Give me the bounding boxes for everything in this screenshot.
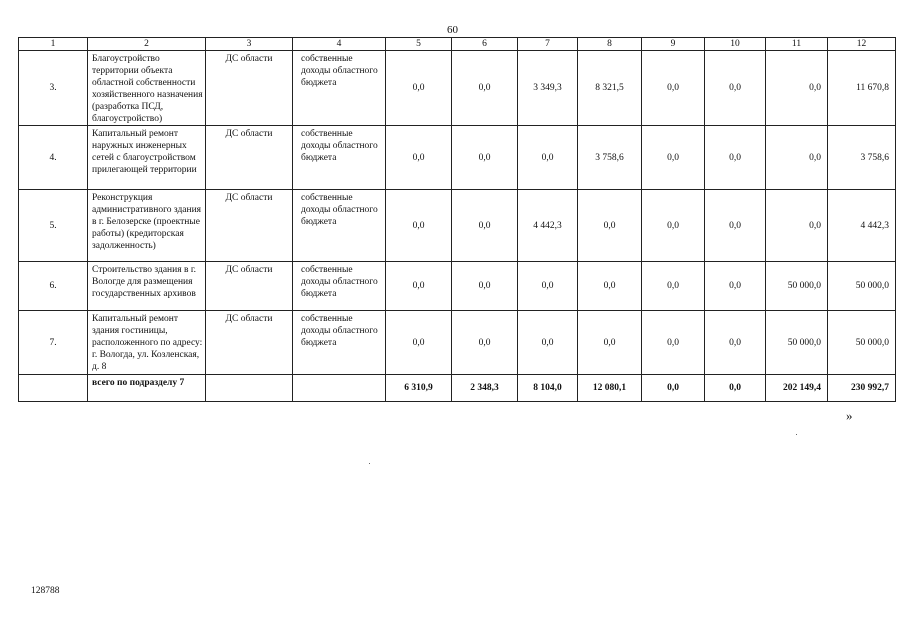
- row-executor: ДС области: [206, 190, 293, 262]
- value-col-9: 0,0: [642, 126, 705, 190]
- table-row: [19, 311, 896, 375]
- value-col-5: 0,0: [386, 51, 452, 126]
- value-col-7: 3 349,3: [518, 51, 578, 126]
- total-value-col-12: 230 992,7: [828, 375, 896, 402]
- value-col-8: 0,0: [578, 190, 642, 262]
- table-body: [19, 38, 896, 402]
- total-value-col-9: 0,0: [642, 375, 705, 402]
- value-col-12: 3 758,6: [828, 126, 896, 190]
- total-label: всего по подразделу 7: [88, 375, 206, 402]
- value-col-12: 11 670,8: [828, 51, 896, 126]
- value-col-6: 0,0: [452, 126, 518, 190]
- total-value-col-6: 2 348,3: [452, 375, 518, 402]
- value-col-5: 0,0: [386, 190, 452, 262]
- total-value-col-10: 0,0: [705, 375, 766, 402]
- scan-speck: [796, 434, 797, 435]
- header-cell-6: 6: [452, 38, 518, 51]
- total-value-col-5: 6 310,9: [386, 375, 452, 402]
- total-value-col-7: 8 104,0: [518, 375, 578, 402]
- row-executor: ДС области: [206, 262, 293, 311]
- total-empty-cell: [293, 375, 386, 402]
- header-cell-5: 5: [386, 38, 452, 51]
- value-col-6: 0,0: [452, 190, 518, 262]
- value-col-7: 0,0: [518, 311, 578, 375]
- total-empty-cell: [19, 375, 88, 402]
- row-name: Капитальный ремонт здания гостиницы, расположенного по адресу: г. Вологда, ул. Козленская, д. 8: [88, 311, 206, 375]
- row-name: Капитальный ремонт наружных инженерных сетей с благоустройством прилегающей территории: [88, 126, 206, 190]
- value-col-10: 0,0: [705, 51, 766, 126]
- row-name: Реконструкция административного здания в г. Белозерске (проектные работы) (кредиторская задолженность): [88, 190, 206, 262]
- value-col-6: 0,0: [452, 51, 518, 126]
- row-number: 6.: [19, 262, 88, 311]
- header-cell-9: 9: [642, 38, 705, 51]
- row-number: 7.: [19, 311, 88, 375]
- row-number: 4.: [19, 126, 88, 190]
- value-col-10: 0,0: [705, 190, 766, 262]
- scan-speck: [369, 463, 370, 464]
- row-name: Благоустройство территории объекта областной собственности хозяйственного назначения (разработка ПСД, благоустройство): [88, 51, 206, 126]
- value-col-12: 4 442,3: [828, 190, 896, 262]
- total-value-col-8: 12 080,1: [578, 375, 642, 402]
- value-col-5: 0,0: [386, 311, 452, 375]
- row-source: собственные доходы областного бюджета: [293, 51, 386, 126]
- value-col-12: 50 000,0: [828, 311, 896, 375]
- table-row: [19, 190, 896, 262]
- value-col-11: 0,0: [766, 126, 828, 190]
- value-col-12: 50 000,0: [828, 262, 896, 311]
- total-empty-cell: [206, 375, 293, 402]
- value-col-11: 50 000,0: [766, 311, 828, 375]
- table-row: [19, 126, 896, 190]
- value-col-9: 0,0: [642, 51, 705, 126]
- value-col-11: 50 000,0: [766, 262, 828, 311]
- row-name: Строительство здания в г. Вологде для размещения государственных архивов: [88, 262, 206, 311]
- value-col-6: 0,0: [452, 311, 518, 375]
- row-executor: ДС области: [206, 51, 293, 126]
- value-col-11: 0,0: [766, 190, 828, 262]
- row-executor: ДС области: [206, 311, 293, 375]
- value-col-8: 3 758,6: [578, 126, 642, 190]
- header-cell-11: 11: [766, 38, 828, 51]
- value-col-7: 0,0: [518, 126, 578, 190]
- header-cell-10: 10: [705, 38, 766, 51]
- value-col-7: 4 442,3: [518, 190, 578, 262]
- budget-table: [18, 37, 896, 402]
- header-row: [19, 38, 896, 51]
- value-col-8: 0,0: [578, 311, 642, 375]
- value-col-9: 0,0: [642, 190, 705, 262]
- row-source: собственные доходы областного бюджета: [293, 126, 386, 190]
- row-source: собственные доходы областного бюджета: [293, 190, 386, 262]
- closing-quote: »: [846, 408, 853, 423]
- header-cell-2: 2: [88, 38, 206, 51]
- value-col-10: 0,0: [705, 311, 766, 375]
- header-cell-12: 12: [828, 38, 896, 51]
- row-number: 5.: [19, 190, 88, 262]
- header-cell-7: 7: [518, 38, 578, 51]
- row-source: собственные доходы областного бюджета: [293, 311, 386, 375]
- value-col-6: 0,0: [452, 262, 518, 311]
- row-number: 3.: [19, 51, 88, 126]
- header-cell-8: 8: [578, 38, 642, 51]
- value-col-7: 0,0: [518, 262, 578, 311]
- row-executor: ДС области: [206, 126, 293, 190]
- table-row: [19, 262, 896, 311]
- value-col-5: 0,0: [386, 262, 452, 311]
- value-col-10: 0,0: [705, 262, 766, 311]
- header-cell-1: 1: [19, 38, 88, 51]
- value-col-10: 0,0: [705, 126, 766, 190]
- value-col-9: 0,0: [642, 311, 705, 375]
- total-row: [19, 375, 896, 402]
- row-source: собственные доходы областного бюджета: [293, 262, 386, 311]
- header-cell-3: 3: [206, 38, 293, 51]
- value-col-8: 0,0: [578, 262, 642, 311]
- total-value-col-11: 202 149,4: [766, 375, 828, 402]
- value-col-11: 0,0: [766, 51, 828, 126]
- page-number: 60: [447, 24, 458, 36]
- table-row: [19, 51, 896, 126]
- document-code: 128788: [31, 586, 60, 596]
- value-col-5: 0,0: [386, 126, 452, 190]
- value-col-8: 8 321,5: [578, 51, 642, 126]
- value-col-9: 0,0: [642, 262, 705, 311]
- header-cell-4: 4: [293, 38, 386, 51]
